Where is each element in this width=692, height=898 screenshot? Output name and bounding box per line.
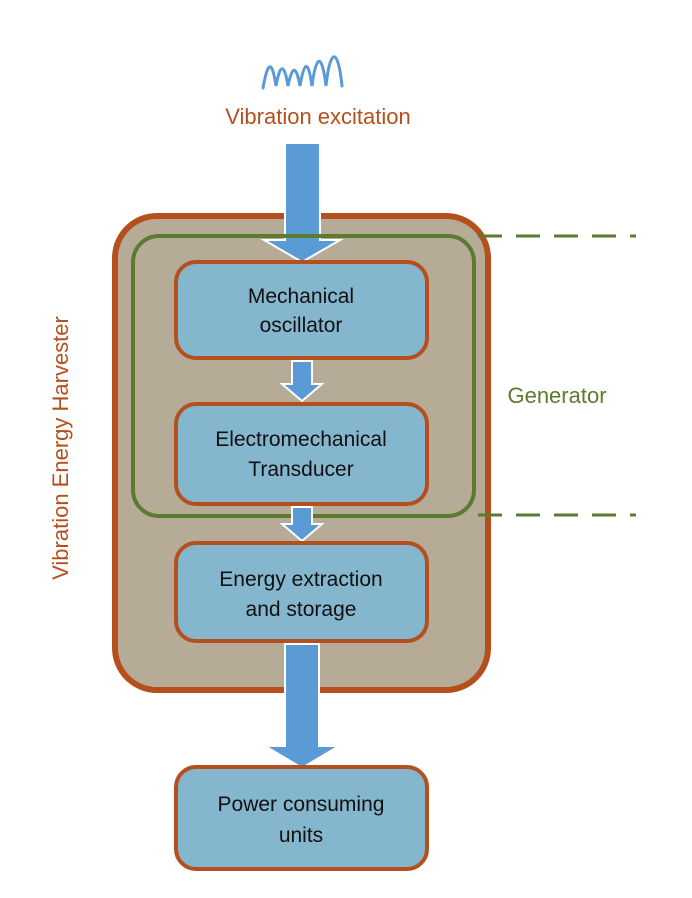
vibration-excitation-label: Vibration excitation (225, 104, 411, 129)
input-arrow (264, 143, 340, 262)
oscillator-label-line2: oscillator (259, 314, 343, 337)
energy-extraction-box (176, 543, 427, 641)
transducer-label-line1: Electromechanical (215, 428, 387, 451)
oscillator-label-line1: Mechanical (247, 285, 355, 308)
vibration-waveform-icon (263, 57, 342, 88)
generator-label: Generator (507, 383, 607, 408)
extraction-label-line2: and storage (245, 598, 357, 621)
mechanical-oscillator-box (176, 262, 427, 358)
harvester-label: Vibration Energy Harvester (48, 316, 73, 580)
consumer-label-line2: units (278, 824, 324, 847)
consumer-label-line1: Power consuming (217, 793, 385, 816)
power-consuming-units-box (176, 767, 427, 869)
electromechanical-transducer-box (176, 404, 427, 504)
transducer-label-line2: Transducer (248, 458, 354, 481)
extraction-label-line1: Energy extraction (219, 568, 383, 591)
